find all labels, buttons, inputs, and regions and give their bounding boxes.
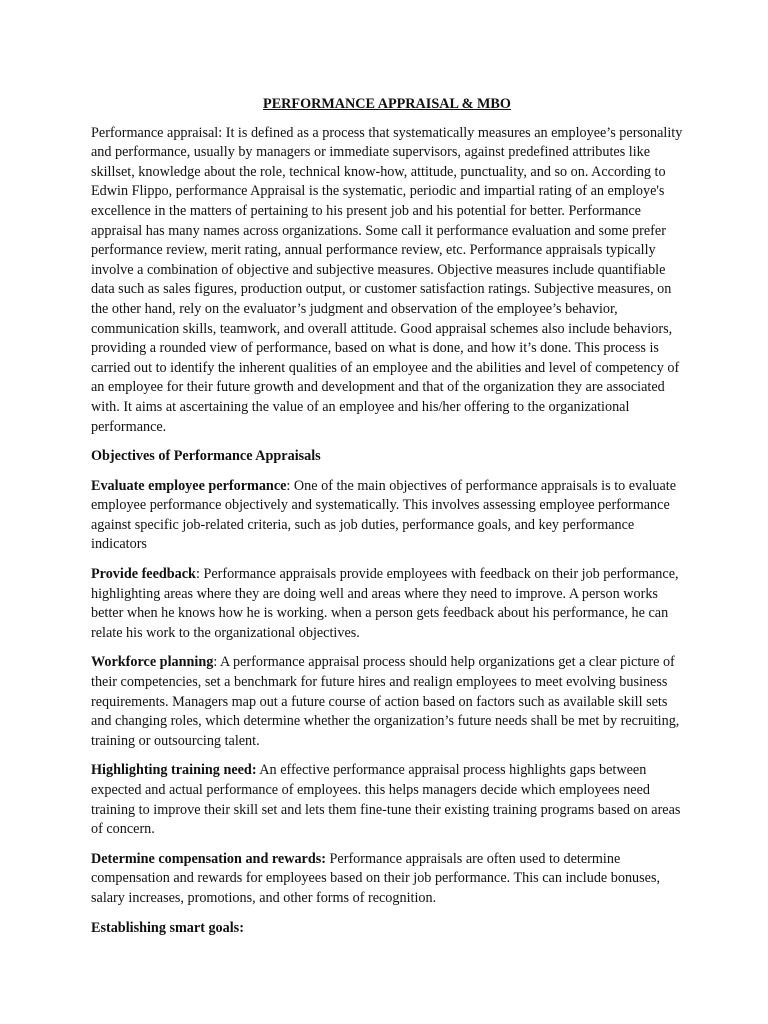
objective-text: Performance appraisals are often used to determine compensation and rewards for employees based on their job performance. This can include bonuses, salary increases, promotions, and other forms of recognition. <box>91 850 661 906</box>
objective-text: : One of the main objectives of performance appraisals is to evaluate employee performance objectively and systematically. This involves assessing employee performance against specific job-related criteria, such as job duties, performance goals, and key performance indicators <box>91 477 677 553</box>
objective-text: : Performance appraisals provide employees with feedback on their job performance, highlighting areas where they are doing well and areas where they need to improve. A person works better when he knows how he is working. when a person gets feedback about his performance, he can relate his work to the organizational objectives. <box>91 566 679 641</box>
objective-term: Workforce planning <box>91 654 214 671</box>
document-page <box>91 95 683 948</box>
objective-item <box>91 919 683 939</box>
objective-term: Highlighting training need: <box>91 762 257 779</box>
objective-term: Determine compensation and rewards: <box>91 850 326 867</box>
objective-term: Establishing smart goals: <box>91 919 244 936</box>
objective-text: : A performance appraisal process should help organizations get a clear picture of their competencies, set a benchmark for future hires and realign employees to meet evolving business requirements. Managers map out a future course of action based on factors such as available skill sets and changing roles, which determine whether the organization’s future needs shall be met by recruiting, training or outsourcing talent. <box>91 654 680 749</box>
objective-item <box>91 761 683 839</box>
objective-term: Provide feedback <box>91 566 196 583</box>
objective-item <box>91 653 683 751</box>
objective-text: An effective performance appraisal process highlights gaps between expected and actual performance of employees. this helps managers decide which employees need training to improve their skill set and lets them fine-tune their existing training programs based on areas of concern. <box>91 762 681 838</box>
objective-item <box>91 477 683 555</box>
document-title: PERFORMANCE APPRAISAL & MBO <box>263 96 511 112</box>
objective-item <box>91 565 683 643</box>
objective-term: Evaluate employee performance <box>91 477 287 494</box>
intro-paragraph: Performance appraisal: It is defined as a process that systematically measures an employee’s personality and performance, usually by managers or immediate supervisors, against predefined attributes like skillset, knowledge about the role, technical know-how, attitude, punctuality, and so on. According to Edwin Flippo, performance Appraisal is the systematic, periodic and impartial rating of an employe's excellence in the matters of pertaining to his present job and his potential for better. Performance appraisal has many names across organizations. Some call it performance evaluation and some prefer performance review, merit rating, annual performance review, etc. Performance appraisals typically involve a combination of objective and subjective measures. Objective measures include quantifiable data such as sales figures, production output, or customer satisfaction ratings. Subjective measures, on the other hand, rely on the evaluator’s judgment and observation of the employee’s behavior, communication skills, teamwork, and overall attitude. Good appraisal schemes also include behaviors, providing a rounded view of performance, based on what is done, and how it’s done. This process is carried out to identify the inherent qualities of an employee and the abilities and level of competency of an employee for their future growth and development and that of the organization they are associated with. It aims at ascertaining the value of an employee and his/her offering to the organizational performance. <box>91 124 683 435</box>
objective-item <box>91 850 683 909</box>
objectives-heading: Objectives of Performance Appraisals <box>91 448 321 465</box>
